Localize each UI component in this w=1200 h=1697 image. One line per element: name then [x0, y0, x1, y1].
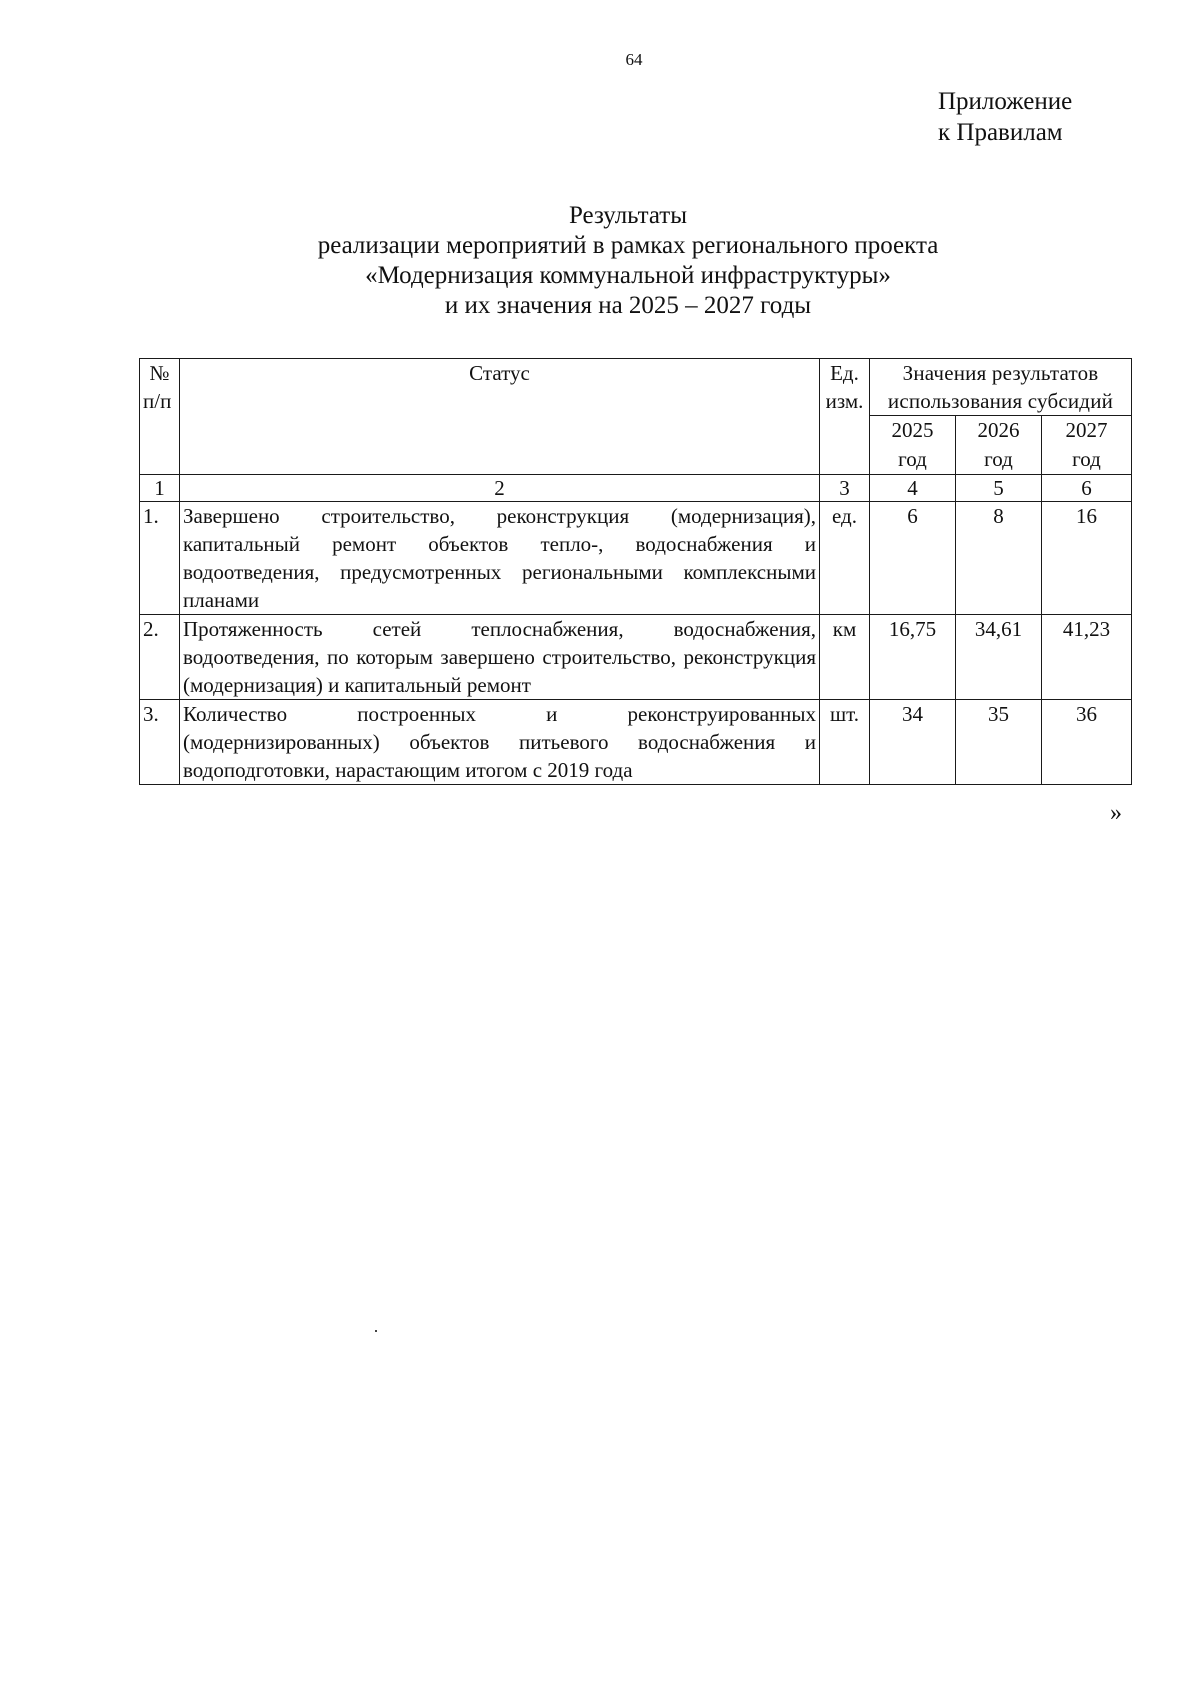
row-status: Количество построенных и реконструированных (модернизированных) объектов питьевого водоснабжения и водоподготовки, нарастающим итогом с 2019 года — [180, 700, 820, 785]
results-table — [139, 358, 1132, 785]
row-value-2025: 34 — [870, 700, 956, 785]
header-values-group — [870, 359, 1132, 416]
title-line-2: реализации мероприятий в рамках регионального проекта — [317, 232, 939, 259]
appendix-note — [938, 86, 1072, 148]
header-values-line-2: использования субсидий — [887, 389, 1114, 413]
document-title — [218, 201, 1038, 321]
row-status: Завершено строительство, реконструкция (модернизация), капитальный ремонт объектов тепло-, водоснабжения и водоотведения, предусмотренных региональными комплексными планами — [180, 502, 820, 615]
title-line-3: «Модернизация коммунальной инфраструктуры» — [365, 262, 891, 289]
row-unit: ед. — [820, 502, 870, 615]
page-number: 64 — [625, 50, 643, 69]
header-unit-line-2: изм. — [825, 389, 864, 413]
header-year-value: 2025 — [891, 418, 934, 442]
table-row — [140, 700, 1132, 785]
header-values-line-1: Значения результатов — [902, 361, 1099, 385]
column-number: 3 — [820, 475, 870, 502]
row-value-2027: 16 — [1042, 502, 1132, 615]
header-number-line-1: № — [149, 361, 170, 385]
header-number — [140, 359, 180, 475]
appendix-line-1: Приложение — [938, 88, 1073, 115]
header-year-2025 — [870, 416, 956, 475]
header-year-suffix: год — [898, 447, 927, 471]
column-number: 2 — [180, 475, 820, 502]
title-line-1: Результаты — [568, 202, 688, 229]
row-number: 2. — [140, 615, 180, 700]
header-status: Статус — [180, 359, 820, 475]
table-row — [140, 502, 1132, 615]
row-value-2027: 36 — [1042, 700, 1132, 785]
row-unit: шт. — [820, 700, 870, 785]
title-line-4: и их значения на 2025 – 2027 годы — [444, 292, 812, 319]
row-value-2026: 35 — [956, 700, 1042, 785]
column-number: 4 — [870, 475, 956, 502]
row-value-2027: 41,23 — [1042, 615, 1132, 700]
column-number: 6 — [1042, 475, 1132, 502]
header-unit-line-1: Ед. — [830, 361, 859, 385]
row-number: 1. — [140, 502, 180, 615]
row-value-2026: 34,61 — [956, 615, 1042, 700]
column-number: 5 — [956, 475, 1042, 502]
scan-speck — [375, 1330, 377, 1332]
header-number-line-2: п/п — [143, 389, 172, 413]
header-year-2026 — [956, 416, 1042, 475]
appendix-line-2: к Правилам — [938, 119, 1063, 146]
row-value-2025: 16,75 — [870, 615, 956, 700]
header-year-suffix: год — [1072, 447, 1101, 471]
row-value-2026: 8 — [956, 502, 1042, 615]
header-year-value: 2026 — [977, 418, 1020, 442]
table-row — [140, 615, 1132, 700]
row-value-2025: 6 — [870, 502, 956, 615]
table-header-row — [140, 359, 1132, 416]
header-unit — [820, 359, 870, 475]
closing-quote: » — [1110, 800, 1122, 826]
row-status: Протяженность сетей теплоснабжения, водоснабжения, водоотведения, по которым завершено строительство, реконструкция (модернизация) и капитальный ремонт — [180, 615, 820, 700]
row-unit: км — [820, 615, 870, 700]
header-year-value: 2027 — [1065, 418, 1108, 442]
header-year-2027 — [1042, 416, 1132, 475]
header-year-suffix: год — [984, 447, 1013, 471]
column-number-row — [140, 475, 1132, 502]
row-number: 3. — [140, 700, 180, 785]
column-number: 1 — [140, 475, 180, 502]
